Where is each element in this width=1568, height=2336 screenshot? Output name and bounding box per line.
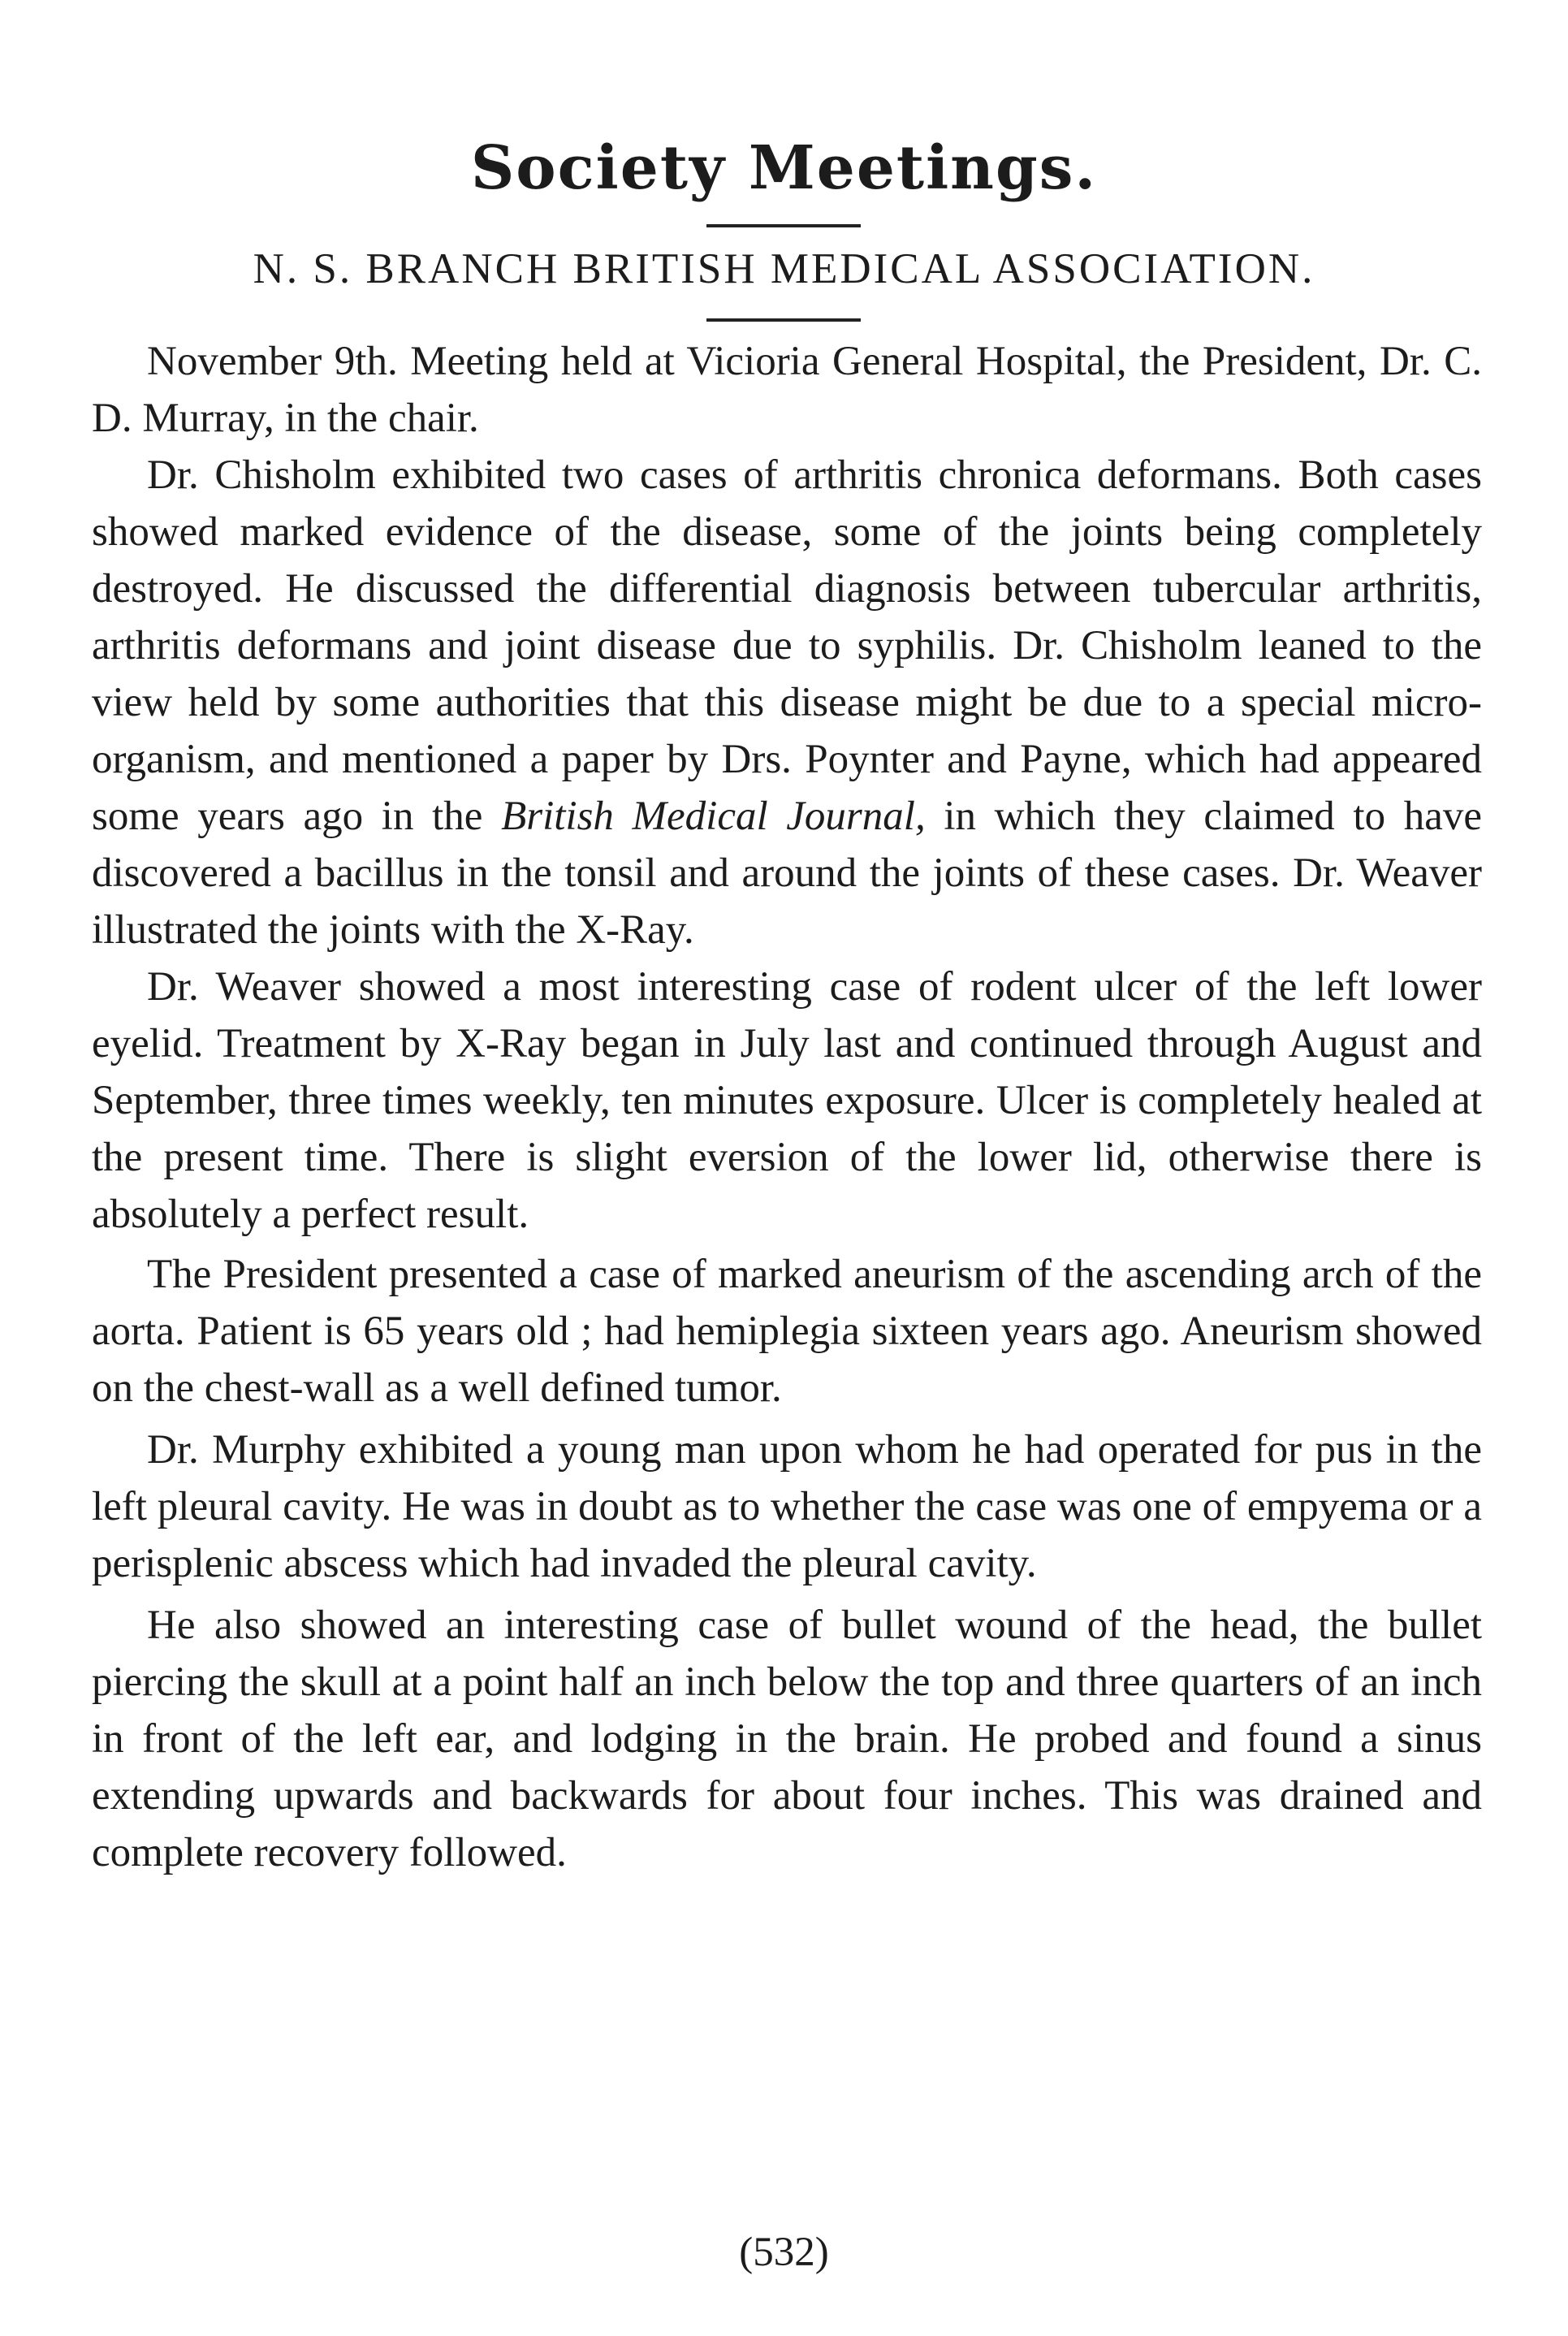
paragraph-bullet-wound: He also showed an interesting case of bullet wound of the head, the bullet piercing the skull at a point half an inch below the top and three quarters of an inch in front of the left ear, and lodging in the brain. He probed and found a sinus extending upwards and backwards for about four inches. This was drained and complete recovery followed.	[92, 1603, 1482, 1875]
page-number: (532)	[739, 2230, 829, 2275]
association-heading: N. S. BRANCH BRITISH MEDICAL ASSOCIATION.	[253, 245, 1315, 292]
article-body	[92, 333, 1482, 1881]
heading-divider-rule	[706, 318, 861, 322]
paragraph-meeting-info: November 9th. Meeting held at Vicioria General Hospital, the President, Dr. C. D. Murray, in the chair.	[92, 339, 1482, 441]
paragraph-president-case: The President presented a case of marked aneurism of the ascending arch of the aorta. Patient is 65 years old ; had hemiplegia sixteen years ago. Aneurism showed on the chest-wall as a well defined tumor.	[92, 1252, 1482, 1411]
paragraph-chisholm-cases	[92, 447, 1482, 958]
journal-title: British Medical Journal,	[501, 794, 926, 839]
title-divider-rule	[706, 224, 861, 227]
section-title: Society Meetings.	[470, 133, 1098, 203]
paragraph-chisholm-text: Dr. Chisholm exhibited two cases of arthritis chronica deformans. Both cases showed marked evidence of the disease, some of the joints being completely destroyed. He discussed the differential diagnosis between tubercular arthritis, arthritis deformans and joint disease due to syphilis. Dr. Chisholm leaned to the view held by some authorities that this disease might be due to a special micro-organism, and mentioned a paper by Drs. Poynter and Payne, which had appeared some years ago in the	[92, 452, 1482, 839]
paragraph-chisholm-text-end: in which they claimed to have discovered a bacillus in the tonsil and around the joints of these cases. Dr. Weaver illustrated the joints with the X-Ray.	[92, 794, 1482, 953]
paragraph-murphy-case: Dr. Murphy exhibited a young man upon whom he had operated for pus in the left pleural cavity. He was in doubt as to whether the case was one of empyema or a perisplenic abscess which had invaded the pleural cavity.	[92, 1427, 1482, 1586]
paragraph-weaver-case: Dr. Weaver showed a most interesting case of rodent ulcer of the left lower eyelid. Treatment by X-Ray began in July last and continued through August and September, three times weekly, ten minutes exposure. Ulcer is completely healed at the present time. There is slight eversion of the lower lid, otherwise there is absolutely a perfect result.	[92, 964, 1482, 1237]
